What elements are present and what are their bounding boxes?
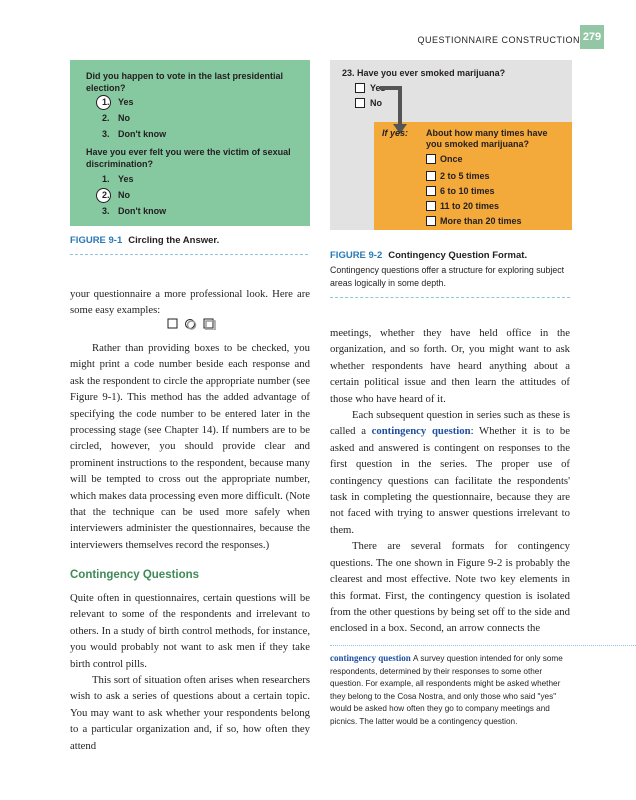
paragraph-text: This sort of situation often arises when researchers wish to ask a series of questions about a certain topic. You may want to ask whether your respondents belong to a particular organization and, if so, how often they attend: [70, 674, 310, 752]
figure-title: Circling the Answer.: [128, 235, 220, 246]
text-run: Each subsequent question in series such as these is called a: [330, 409, 570, 438]
checkbox-icon: [426, 201, 436, 211]
fig2-followup-option: 2 to 5 times: [440, 171, 490, 181]
page-number: 279: [580, 25, 604, 49]
paragraph-text: meetings, whether they have held office in the organization, and so forth. Or, you might want to ask whether respondents have heard anything about a certain political issue and then learn the attitudes of those who have heard of it.: [330, 327, 570, 405]
paragraph-text: There are several formats for contingency questions. The one shown in Figure 9-2 is probably the clearest and most effective. Note two key elements in this format. First, the contingency question is isolated from the other questions by being set off to the side and enclosed in a box. Second, an arrow connects the: [330, 540, 570, 635]
paragraph-text: Rather than providing boxes to be checked, you might print a code number beside each response and ask the respondent to circle the appropriate number (see Figure 9-1). This method has the added advantage of specifying the code number to be entered later in the processing stage (see Chapter 14). If numbers are to be circled, however, you should provide clear and prominent instructions to the respondent, because many will be tempted to cross out the appropriate number, which makes data processing even more difficult. (Note that the technique can be used more safely when interviewers administer the questionnaires, because the interviewers themselves record the responses.): [70, 342, 310, 551]
checkbox-icon: [355, 98, 365, 108]
glossary-divider: [330, 645, 636, 646]
fig2-question: 23. Have you ever smoked marijuana?: [342, 68, 506, 78]
caption-divider: [330, 297, 570, 298]
paragraph-text: [330, 407, 570, 538]
intro-paragraph: your questionnaire a more professional look. Here are some easy examples:: [70, 288, 310, 317]
fig1-q1-opt1-text: Yes: [118, 97, 134, 107]
checkbox-icon: [426, 216, 436, 226]
figure-9-1-box: [70, 60, 310, 226]
fig1-q1-opt1-num: 1.: [102, 97, 110, 107]
fig1-q2-opt2-num: 2.: [102, 190, 110, 200]
figure-9-2-description: Contingency questions offer a structure for exploring subject areas logically in some depth.: [330, 265, 565, 288]
section-heading: Contingency Questions: [70, 569, 200, 581]
key-term: contingency question: [371, 425, 471, 438]
fig1-question-2: Have you ever felt you were the victim of sexual discrimination?: [86, 147, 291, 169]
caption-divider: [70, 254, 308, 255]
glossary-term: contingency question: [330, 653, 411, 663]
figure-9-2-content: [330, 60, 572, 230]
fig2-followup-option: 11 to 20 times: [440, 201, 500, 211]
running-title: QUESTIONNAIRE CONSTRUCTION: [417, 35, 580, 45]
fig1-q1-opt3-text: Don't know: [118, 129, 167, 139]
fig1-question-1: Did you happen to vote in the last presidential election?: [86, 71, 284, 93]
fig1-q1-opt2-num: 2.: [102, 113, 110, 123]
left-paragraph-1: [70, 340, 310, 553]
glossary-definition: A survey question intended for only some respondents, determined by their responses to some other question. For example, all respondents might be asked whether they belong to the Cosa Nostra, and only those who said "yes" would be asked how often they go to company meetings and picnics. The latter would be a contingency question.: [330, 654, 563, 726]
fig1-q2-opt3-text: Don't know: [118, 206, 167, 216]
right-column-text: [330, 325, 570, 637]
checkbox-examples: [167, 317, 223, 335]
paragraph-text: Quite often in questionnaires, certain questions will be relevant to some of the respondents and irrelevant to others. In a study of birth control methods, for instance, you would probably not want to ask men if they take birth control pills.: [70, 592, 310, 670]
fig2-followup-option: 6 to 10 times: [440, 186, 495, 196]
glossary-entry: [330, 652, 572, 729]
if-yes-label: If yes:: [382, 128, 409, 138]
fig1-q1-opt2-text: No: [118, 113, 130, 123]
checkbox-icon: [426, 171, 436, 181]
figure-9-2-caption: [330, 250, 527, 261]
fig2-option-yes: Yes: [370, 83, 386, 93]
figure-label: FIGURE 9-1: [70, 235, 123, 246]
fig1-q2-opt1-text: Yes: [118, 174, 134, 184]
fig1-q2-opt1-num: 1.: [102, 174, 110, 184]
fig1-q2-opt3-num: 3.: [102, 206, 110, 216]
text-run: : Whether it is to be asked and answered is contingent on responses to the first question in the series. The proper use of contingency questions can facilitate the respondents' task in completing the questionnaire, because they are not faced with trying to answer questions irrelevant to them.: [330, 425, 571, 536]
checkbox-icon: [426, 154, 436, 164]
fig2-followup-question: About how many times have you smoked marijuana?: [426, 128, 548, 149]
figure-title: Contingency Question Format.: [388, 250, 528, 261]
fig2-option-no: No: [370, 98, 382, 108]
figure-label: FIGURE 9-2: [330, 250, 383, 261]
checkbox-icon: [355, 83, 365, 93]
fig2-followup-option: Once: [440, 154, 463, 164]
left-paragraph-2: [70, 590, 310, 754]
fig1-q1-opt3-num: 3.: [102, 129, 110, 139]
fig1-q2-opt2-text: No: [118, 190, 130, 200]
checkbox-icon: [426, 186, 436, 196]
fig2-followup-option: More than 20 times: [440, 216, 522, 226]
figure-9-1-caption: [70, 235, 219, 246]
